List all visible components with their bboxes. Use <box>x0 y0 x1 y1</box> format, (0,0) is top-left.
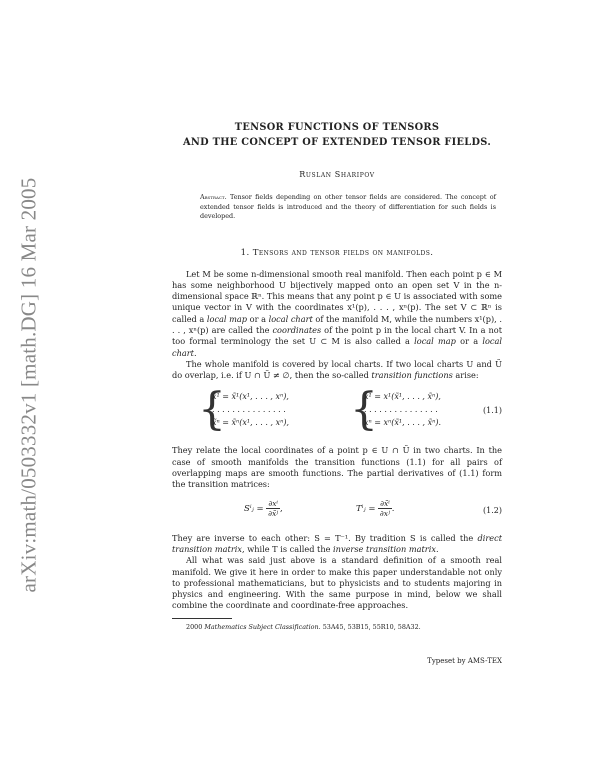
paper-page <box>172 120 502 631</box>
author-name: Ruslan Sharipov <box>299 170 375 179</box>
abstract-label: Abstract. <box>200 193 227 201</box>
paragraph-5: All what was said just above is a standard definition of a smooth real manifold. We give it here in order to make this paper understandable not only to professional mathematicians, but to physicists and to students majoring in physics and engineering. With the same purpose in mind, below we shall combine the coordinate and coordinate-free approaches. <box>172 555 502 611</box>
abstract-text: Tensor fields depending on other tensor fields are considered. The concept of extended tensor fields is introduced and the theory of differentiation for such fields is developed. <box>200 193 496 220</box>
section-heading: 1. Tensors and tensor fields on manifolds. <box>240 247 434 258</box>
equation-left-system: x̃¹ = x̃¹(x¹, . . . , xⁿ), . . . . . . . . . . . . . . . x̃ⁿ = x̃ⁿ(x¹, . . . , xⁿ), <box>212 392 289 428</box>
equation-right-system: x¹ = x¹(x̃¹, . . . , x̃ⁿ), . . . . . . . . . . . . . . . xⁿ = xⁿ(x̃¹, . . . , x̃ⁿ). <box>364 392 441 428</box>
paragraph-1: Let M be some n-dimensional smooth real manifold. Then each point p ∈ M has some neighborhood U bijectively mapped onto an open set V in the n-dimensional space ℝⁿ. This means that any point p ∈ U is associated with some unique vector in V with the coordinates x¹(p), . . . , xⁿ(p). The set V ⊂ ℝⁿ is called a local map or a local chart of the manifold M, while the numbers x¹(p), . . . , xⁿ(p) are called the coordinates of the point p in the local chart V. In a not too formal terminology the set U ⊂ M is also called a local map or a local chart. <box>172 268 503 358</box>
title-line-1: TENSOR FUNCTIONS OF TENSORS <box>234 122 440 133</box>
left-brace: { <box>198 384 226 436</box>
equation-1-2 <box>172 497 502 527</box>
title-line-2: AND THE CONCEPT OF EXTENDED TENSOR FIELDS. <box>182 137 492 148</box>
arxiv-stamp-text: arXiv:math/0503332v1 [math.DG] 16 Mar 2005 <box>16 177 41 593</box>
paragraph-3: They relate the local coordinates of a point p ∈ U ∩ Ũ in two charts. In the case of smooth manifolds the transition functions (1.1) for all pairs of overlapping maps are smooth functions. The partial derivatives of (1.1) form the transition matrices: <box>172 445 502 490</box>
paper-title <box>172 120 502 150</box>
paragraph-4: They are inverse to each other: S = T⁻¹. By tradition S is called the direct transition matrix, while T is called the inverse transition matrix. <box>172 532 502 554</box>
t-matrix-formula: Tⁱⱼ = $\frac{\text{∂x̃ⁱ}}{\text{∂xʲ}}$ . <box>356 498 395 518</box>
equation-number: (1.1) <box>483 406 502 416</box>
s-matrix-formula: Sⁱⱼ = $\frac{\text{∂xⁱ}}{\text{∂x̃ʲ}}$ , <box>244 498 283 518</box>
abstract <box>200 193 496 222</box>
equation-number: (1.2) <box>483 505 502 515</box>
right-brace: { <box>350 384 378 436</box>
paragraph-2: The whole manifold is covered by local charts. If two local charts U and Ũ do overlap, i.e. if U ∩ Ũ ≠ ∅, then the so-called transition functions arise: <box>172 358 502 381</box>
footnote: 2000 Mathematics Subject Classification. 53A45, 53B15, 55R10, 58A32. <box>186 622 421 631</box>
equation-1-1 <box>172 384 502 436</box>
typeset-note: Typeset by AMS-TEX <box>427 657 502 665</box>
footnote-rule <box>172 618 232 619</box>
arxiv-stamp <box>6 150 52 620</box>
